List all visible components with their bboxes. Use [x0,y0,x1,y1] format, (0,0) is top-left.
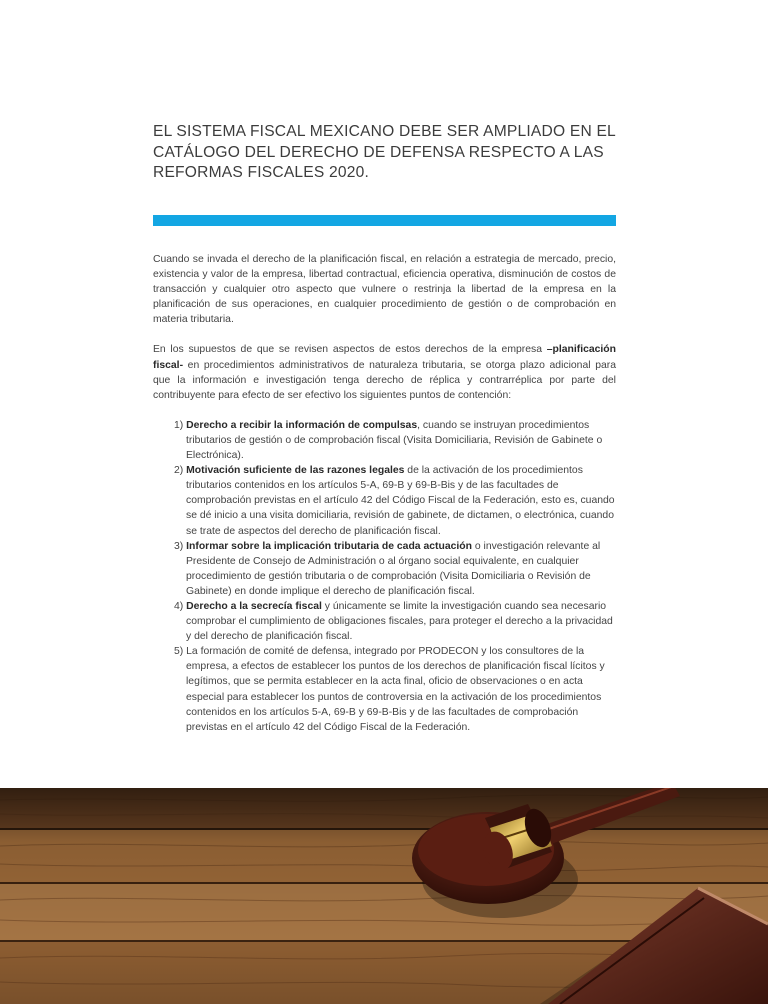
item-text: , cuando se instruyan procedimientos tributarios de gestión o de comprobación fiscal (Visita Domiciliaria, Revisión de Gabinete o Electrónica). [186,419,603,462]
item-number: 2) [174,465,184,477]
paragraph-emphasis: –planificación fiscal- [153,344,616,371]
paragraph-text: en procedimientos administrativos de naturaleza tributaria, se otorga plazo adicional para que la información e investigación tenga derecho de réplica y contrarréplica por parte del contribuyente para efecto de ser efectivo los siguientes puntos de contención: [153,359,616,401]
item-text: La formación de comité de defensa, integrado por PRODECON y los consultores de la empresa, a efectos de establecer los puntos de los derechos de planificación fiscal lícitos y legítimos, que se permita establecer en la acta final, oficio de observaciones o en acta especial para establecer los puntos de controversia en la activación de los procedimientos contenidos en los artículos 5-A, 69-B y 69-B-Bis y de las facultades de comprobación previstas en el artículo 42 del Código Fiscal de la Federación. [186,646,605,733]
item-text: de la activación de los procedimientos tributarios contenidos en los artículos 5-A, 69-B y 69-B-Bis y de las facultades de comprobación previstas en el artículo 42 del Código Fiscal de la Federación, esto es, cuando se dé inicio a una visita domiciliaria, revisión de gabinete, de dictamen, o electrónica, cuando se trate de aspectos del derecho de planificación fiscal. [186,465,615,537]
article-title [153,122,623,184]
item-text: y únicamente se limite la investigación cuando sea necesario comprobar el cumplimiento de obligaciones fiscales, para proteger el derecho a la privacidad y del derecho de planificación fiscal. [186,600,613,643]
list-item [174,599,616,644]
title-line: CATÁLOGO DEL DERECHO DE DEFENSA RESPECTO A LAS [153,143,604,161]
gavel-photo [0,788,768,1004]
list-item [174,418,616,463]
item-bold: Derecho a recibir la información de compulsas [186,419,418,431]
item-number: 3) [174,540,184,552]
item-number: 1) [174,419,184,431]
item-number: 5) [174,646,184,658]
item-bold: Informar sobre la implicación tributaria de cada actuación [186,540,472,552]
list-item [174,644,616,735]
item-bold: Derecho a la secrecía fiscal [186,600,322,612]
item-bold: Motivación suficiente de las razones legales [186,465,405,477]
article-body [153,252,616,735]
paragraph-intro: Cuando se invada el derecho de la planificación fiscal, en relación a estrategia de mercado, precio, existencia y valor de la empresa, libertad contractual, eficiencia operativa, disminución de costos de transacción y cualquier otro aspecto que vulnere o restrinja la libertad de la empresa en la planificación de sus operaciones, en cualquier procedimiento de gestión o de comprobación en materia tributaria. [153,254,616,326]
paragraph-supuestos [153,342,616,402]
points-list [153,418,616,735]
item-text: o investigación relevante al Presidente de Consejo de Administración o al órgano social equivalente, en cualquier procedimiento de gestión tributaria o de comprobación (Visita Domiciliaria o Revisión de Gabinete) en donde implique el derecho de planificación fiscal. [186,540,601,597]
title-line: REFORMAS FISCALES 2020. [153,164,370,181]
paragraph-text: En los supuestos de que se revisen aspectos de estos derechos de la empresa [153,344,547,356]
title-line: EL SISTEMA FISCAL MEXICANO DEBE SER AMPLIADO EN EL [153,123,616,140]
list-item [174,539,616,599]
item-number: 4) [174,600,184,612]
accent-bar [153,215,616,226]
list-item [174,463,616,538]
